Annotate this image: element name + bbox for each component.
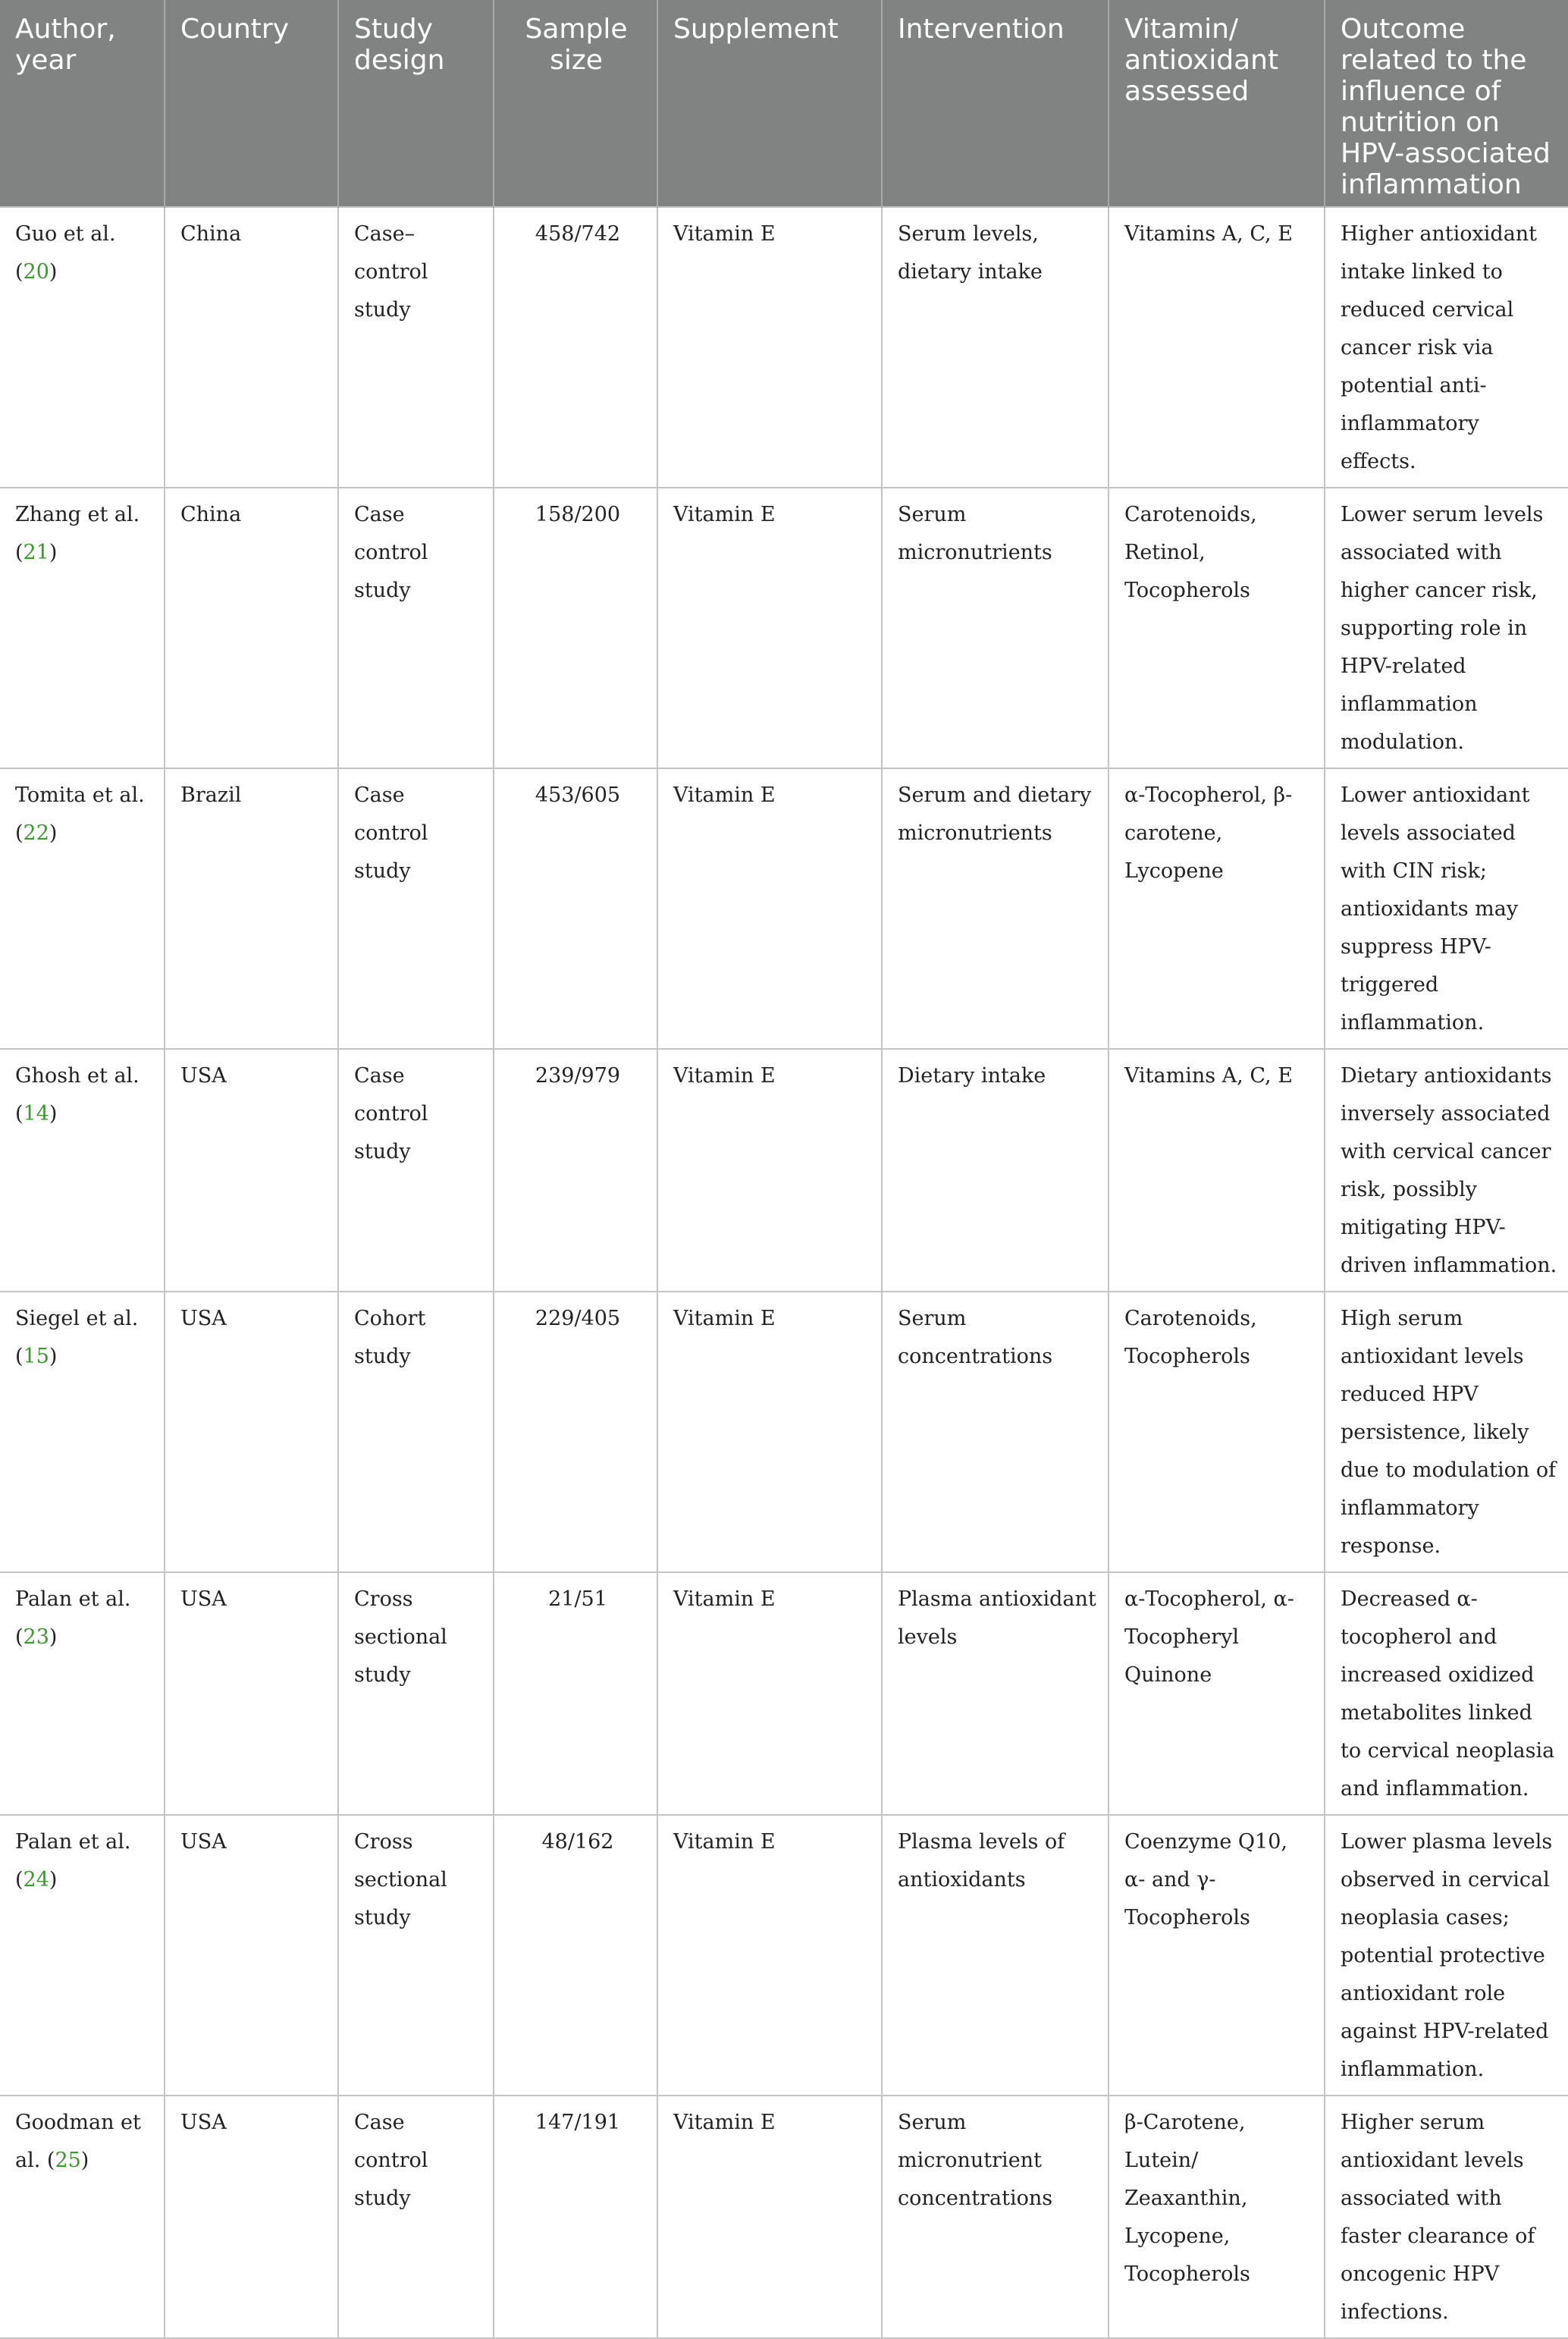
header-sample-size: Sample size — [494, 0, 657, 207]
cell-intervention: Serum and dietary micronutrients — [882, 768, 1109, 1049]
cell-sample-size: 48/162 — [494, 1815, 657, 2096]
author-text: Guo et al. ( — [15, 222, 116, 284]
cell-supplement: Vitamin E — [657, 1049, 882, 1292]
author-text: Palan et al. ( — [15, 1830, 131, 1892]
cell-outcome: Higher serum antioxidant levels associated with faster clearance of oncogenic HPV infections. — [1325, 2096, 1568, 2338]
cell-author — [0, 1292, 165, 1572]
cell-outcome: Higher antioxidant intake linked to reduced cervical cancer risk via potential anti-inflammatory effects. — [1325, 207, 1568, 488]
reference-link[interactable]: 22 — [23, 821, 49, 845]
cell-intervention: Serum levels, dietary intake — [882, 207, 1109, 488]
cell-country: USA — [165, 2096, 338, 2338]
header-supplement: Supplement — [657, 0, 882, 207]
author-close: ) — [49, 821, 58, 845]
author-text: Tomita et al. ( — [15, 783, 145, 845]
table-row — [0, 1815, 1568, 2096]
author-close: ) — [80, 2149, 89, 2172]
cell-study-design: Cohort study — [338, 1292, 494, 1572]
author-close: ) — [49, 1102, 58, 1126]
cell-supplement: Vitamin E — [657, 2096, 882, 2338]
header-vitamin: Vitamin/ antioxidant assessed — [1109, 0, 1325, 207]
header-row — [0, 0, 1568, 207]
table-row — [0, 1049, 1568, 1292]
table-header — [0, 0, 1568, 207]
author-close: ) — [49, 1868, 58, 1892]
cell-sample-size: 147/191 — [494, 2096, 657, 2338]
cell-intervention: Plasma levels of antioxidants — [882, 1815, 1109, 2096]
table-row — [0, 768, 1568, 1049]
cell-study-design: Case control study — [338, 1049, 494, 1292]
cell-author — [0, 768, 165, 1049]
author-text: Siegel et al. ( — [15, 1307, 139, 1368]
cell-sample-size: 158/200 — [494, 488, 657, 768]
cell-sample-size: 239/979 — [494, 1049, 657, 1292]
cell-intervention: Plasma antioxidant levels — [882, 1572, 1109, 1815]
cell-intervention: Dietary intake — [882, 1049, 1109, 1292]
header-author: Author, year — [0, 0, 165, 207]
cell-country: USA — [165, 1572, 338, 1815]
cell-study-design: Cross sectional study — [338, 1572, 494, 1815]
table-row — [0, 207, 1568, 488]
cell-supplement: Vitamin E — [657, 1572, 882, 1815]
cell-study-design: Case control study — [338, 2096, 494, 2338]
cell-intervention: Serum micronutrient concentrations — [882, 2096, 1109, 2338]
cell-outcome: Lower antioxidant levels associated with CIN risk; antioxidants may suppress HPV-triggered inflammation. — [1325, 768, 1568, 1049]
cell-supplement: Vitamin E — [657, 488, 882, 768]
table-row — [0, 1292, 1568, 1572]
cell-author — [0, 1572, 165, 1815]
cell-supplement: Vitamin E — [657, 768, 882, 1049]
header-intervention: Intervention — [882, 0, 1109, 207]
cell-country: Brazil — [165, 768, 338, 1049]
cell-outcome: Decreased α-tocopherol and increased oxidized metabolites linked to cervical neoplasia and inflammation. — [1325, 1572, 1568, 1815]
cell-vitamin: Vitamins A, C, E — [1109, 1049, 1325, 1292]
cell-sample-size: 453/605 — [494, 768, 657, 1049]
cell-intervention: Serum micronutrients — [882, 488, 1109, 768]
cell-study-design: Case–control study — [338, 207, 494, 488]
author-text: Goodman et al. ( — [15, 2111, 141, 2172]
reference-link[interactable]: 14 — [23, 1102, 49, 1126]
cell-study-design: Case control study — [338, 768, 494, 1049]
cell-supplement: Vitamin E — [657, 1292, 882, 1572]
cell-country: China — [165, 488, 338, 768]
cell-author — [0, 1815, 165, 2096]
table-row — [0, 2096, 1568, 2338]
cell-country: USA — [165, 1815, 338, 2096]
author-close: ) — [49, 541, 58, 564]
table-row — [0, 488, 1568, 768]
header-study-design: Study design — [338, 0, 494, 207]
header-country: Country — [165, 0, 338, 207]
author-close: ) — [49, 1345, 58, 1368]
table-row — [0, 1572, 1568, 1815]
cell-vitamin: β-Carotene, Lutein/ Zeaxanthin, Lycopene, Tocopherols — [1109, 2096, 1325, 2338]
author-close: ) — [49, 260, 58, 284]
cell-author — [0, 2096, 165, 2338]
cell-outcome: Lower plasma levels observed in cervical neoplasia cases; potential protective antioxidant role against HPV-related inflammation. — [1325, 1815, 1568, 2096]
cell-vitamin: α-Tocopherol, α-Tocopheryl Quinone — [1109, 1572, 1325, 1815]
cell-country: USA — [165, 1292, 338, 1572]
cell-outcome: High serum antioxidant levels reduced HPV persistence, likely due to modulation of inflammatory response. — [1325, 1292, 1568, 1572]
header-outcome: Outcome related to the influence of nutrition on HPV-associated inflammation — [1325, 0, 1568, 207]
cell-outcome: Dietary antioxidants inversely associated with cervical cancer risk, possibly mitigating HPV-driven inflammation. — [1325, 1049, 1568, 1292]
reference-link[interactable]: 15 — [23, 1345, 49, 1368]
author-close: ) — [49, 1625, 58, 1649]
cell-vitamin: Carotenoids, Retinol, Tocopherols — [1109, 488, 1325, 768]
author-text: Ghosh et al. ( — [15, 1064, 140, 1126]
cell-study-design: Case control study — [338, 488, 494, 768]
cell-intervention: Serum concentrations — [882, 1292, 1109, 1572]
cell-vitamin: Vitamins A, C, E — [1109, 207, 1325, 488]
cell-supplement: Vitamin E — [657, 1815, 882, 2096]
author-text: Zhang et al. ( — [15, 503, 140, 564]
reference-link[interactable]: 25 — [55, 2149, 81, 2172]
cell-author — [0, 207, 165, 488]
cell-sample-size: 21/51 — [494, 1572, 657, 1815]
cell-sample-size: 458/742 — [494, 207, 657, 488]
author-text: Palan et al. ( — [15, 1587, 131, 1649]
reference-link[interactable]: 21 — [23, 541, 49, 564]
cell-country: USA — [165, 1049, 338, 1292]
cell-vitamin: Coenzyme Q10, α- and γ-Tocopherols — [1109, 1815, 1325, 2096]
table-body — [0, 207, 1568, 2338]
cell-vitamin: α-Tocopherol, β-carotene, Lycopene — [1109, 768, 1325, 1049]
reference-link[interactable]: 20 — [23, 260, 49, 284]
reference-link[interactable]: 23 — [23, 1625, 49, 1649]
cell-outcome: Lower serum levels associated with higher cancer risk, supporting role in HPV-related inflammation modulation. — [1325, 488, 1568, 768]
cell-author — [0, 488, 165, 768]
cell-sample-size: 229/405 — [494, 1292, 657, 1572]
cell-country: China — [165, 207, 338, 488]
cell-vitamin: Carotenoids, Tocopherols — [1109, 1292, 1325, 1572]
reference-link[interactable]: 24 — [23, 1868, 49, 1892]
cell-study-design: Cross sectional study — [338, 1815, 494, 2096]
cell-supplement: Vitamin E — [657, 207, 882, 488]
cell-author — [0, 1049, 165, 1292]
